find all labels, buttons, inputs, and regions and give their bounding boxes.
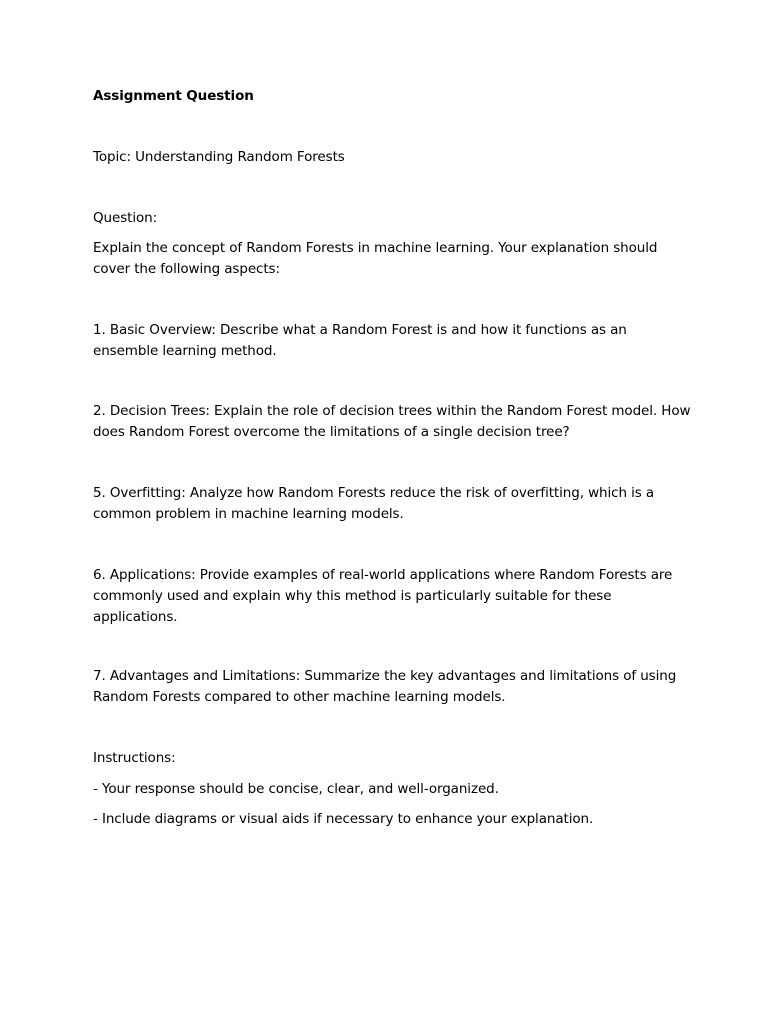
question-item-advantages-limitations: 7. Advantages and Limitations: Summarize the key advantages and limitations of using Random Forests compared to other machine learning models. [93, 668, 677, 705]
question-label: Question: [93, 210, 158, 226]
question-item-applications: 6. Applications: Provide examples of real-world applications where Random Forests are commonly used and explain why this method is particularly suitable for these applications. [93, 567, 673, 625]
question-text: Explain the concept of Random Forests in machine learning. Your explanation should cover the following aspects: [93, 240, 658, 277]
topic-line: Topic: Understanding Random Forests [93, 149, 345, 165]
question-item-overfitting: 5. Overfitting: Analyze how Random Forests reduce the risk of overfitting, which is a common problem in machine learning models. [93, 485, 655, 522]
instructions-label: Instructions: [93, 750, 176, 766]
document-title: Assignment Question [93, 88, 254, 104]
question-item-basic-overview: 1. Basic Overview: Describe what a Random Forest is and how it functions as an ensemble learning method. [93, 322, 627, 359]
instruction-item: - Your response should be concise, clear, and well-organized. [93, 781, 499, 797]
question-item-decision-trees: 2. Decision Trees: Explain the role of decision trees within the Random Forest model. How does Random Forest overcome the limitations of a single decision tree? [93, 403, 691, 440]
instruction-item: - Include diagrams or visual aids if necessary to enhance your explanation. [93, 811, 594, 827]
